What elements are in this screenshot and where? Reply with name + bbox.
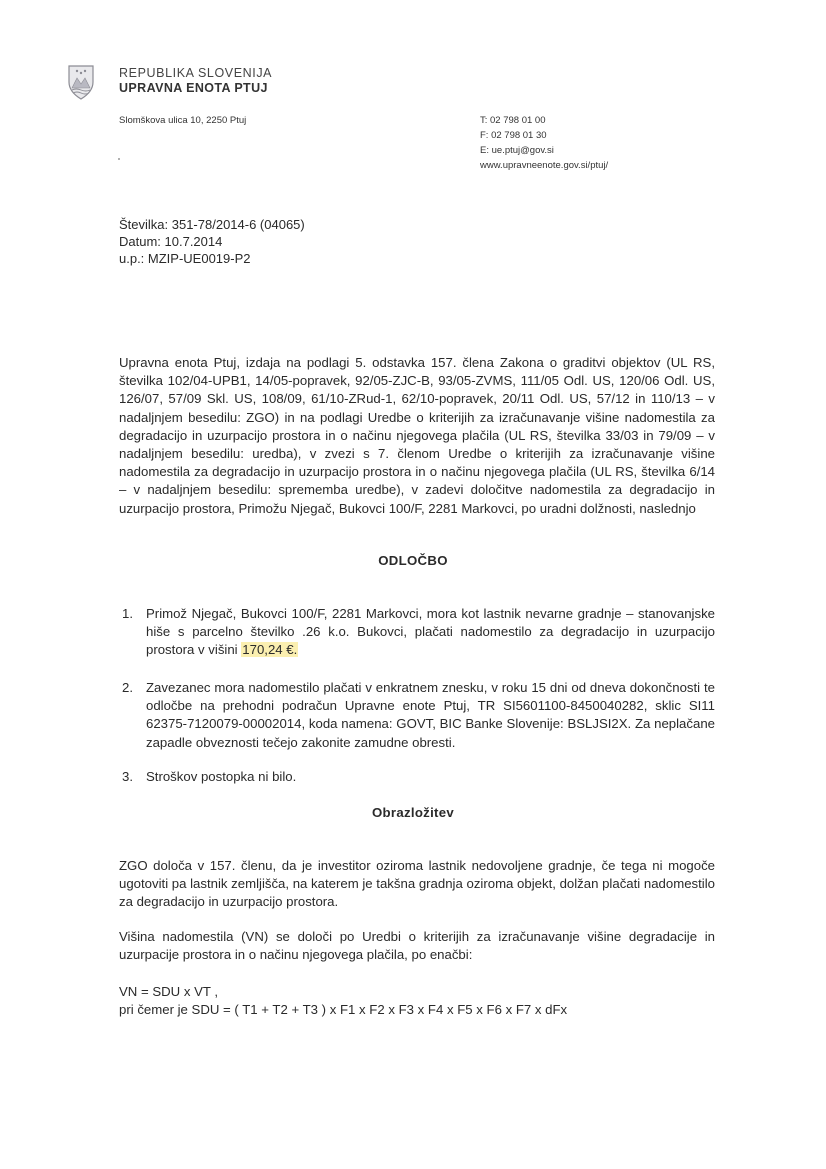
coat-of-arms-icon [66,64,96,100]
intro-paragraph: Upravna enota Ptuj, izdaja na podlagi 5. odstavka 157. člena Zakona o graditvi objektov (UL RS, številka 102/04-UPB1, 14/05-popravek, 92/05-ZJC-B, 93/05-ZVMS, 111/05 Odl. US, 120/06 Odl. US, 126/07, 57/09 Skl. US, 108/09, 61/10-ZRud-1, 62/10-popravek, 20/11 Odl. US, 57/12 in 110/13 – v nadaljnjem besedilu: ZGO) in na podlagi Uredbe o kriterijih za izračunavanje višine nadomestila za degradacijo in uzurpacijo prostora in o načinu njegovega plačila (UL RS, številka 33/03 in 79/09 – v nadaljnjem besedilu: uredba), v zvezi s 7. členom Uredbe o kriterijih za izračunavanje višine nadomestila za degradacijo in uzurpacijo prostora in o načinu njegovega plačila (UL RS, številka 6/14 – v nadaljnjem besedilu: sprememba uredbe), v zadevi določitve nadomestila za degradacijo in uzurpacijo prostora, Primožu Njegač, Bukovci 100/F, 2281 Markovci, po uradni dolžnosti, naslednjo [119,355,715,516]
office-address: Slomškova ulica 10, 2250 Ptuj [119,115,247,126]
item-body: Primož Njegač, Bukovci 100/F, 2281 Markovci, mora kot lastnik nevarne gradnje – stanovanjske hiše s parcelno številko .26 k.o. Bukovci, plačati nadomestilo za degradacijo in uzurpacijo prostora v višini [146,606,715,658]
item-number: 1. [122,606,133,621]
phone-number: T: 02 798 01 00 [480,115,546,126]
organization-block [119,66,272,96]
classification-code: u.p.: MZIP-UE0019-P2 [119,251,251,266]
decision-item-1 [119,605,715,660]
reasoning-paragraph-2: Višina nadomestila (VN) se določi po Uredbi o kriterijih za izračunavanje višine degradacije in uzurpacije prostora in o načinu njegovega plačila, po enačbi: [119,929,715,963]
item-text [146,605,715,660]
reasoning-heading: Obrazložitev [371,805,454,820]
country-name: REPUBLIKA SLOVENIJA [119,66,273,80]
decision-item-2 [119,679,715,752]
item-number: 2. [122,680,133,695]
email-address: E: ue.ptuj@gov.si [480,145,554,156]
document-date: Datum: 10.7.2014 [119,234,223,249]
item-number: 3. [122,769,133,784]
item-text: Zavezanec mora nadomestilo plačati v enkratnem znesku, v roku 15 dni od dneva dokončnosti te odločbe na prehodni podračun Upravne enote Ptuj, TR SI5601100-8450040282, sklic SI11 62375-7120079-00002014, koda namena: GOVT, BIC Banke Slovenije: BSLJSI2X. Za neplačane zapadle obveznosti tečejo zakonite zamudne obresti. [146,680,715,750]
case-number: Številka: 351-78/2014-6 (04065) [119,217,305,232]
decision-item-3 [119,768,715,786]
unit-name: UPRAVNA ENOTA PTUJ [119,81,268,95]
contact-block [480,113,608,173]
reference-block [119,216,305,267]
scan-speck [118,158,120,160]
reasoning-paragraph-1: ZGO določa v 157. členu, da je investitor oziroma lastnik nedovoljene gradnje, če tega ni mogoče ugotoviti pa lastnik zemljišča, na katerem je takšna gradnja oziroma objekt, dolžan plačati nadomestilo za degradacijo in uzurpacijo prostora. [119,858,715,910]
website-url: www.upravneenote.gov.si/ptuj/ [480,160,609,171]
amount-highlight: 170,24 €. [242,642,298,658]
decision-heading: ODLOČBO [378,553,448,568]
item-text: Stroškov postopka ni bilo. [146,769,297,784]
fax-number: F: 02 798 01 30 [480,130,547,141]
formula-line-2: pri čemer je SDU = ( T1 + T2 + T3 ) x F1 x F2 x F3 x F4 x F5 x F6 x F7 x dFx [119,1002,568,1017]
formula-block [119,983,715,1019]
formula-line-1: VN = SDU x VT , [119,984,219,999]
